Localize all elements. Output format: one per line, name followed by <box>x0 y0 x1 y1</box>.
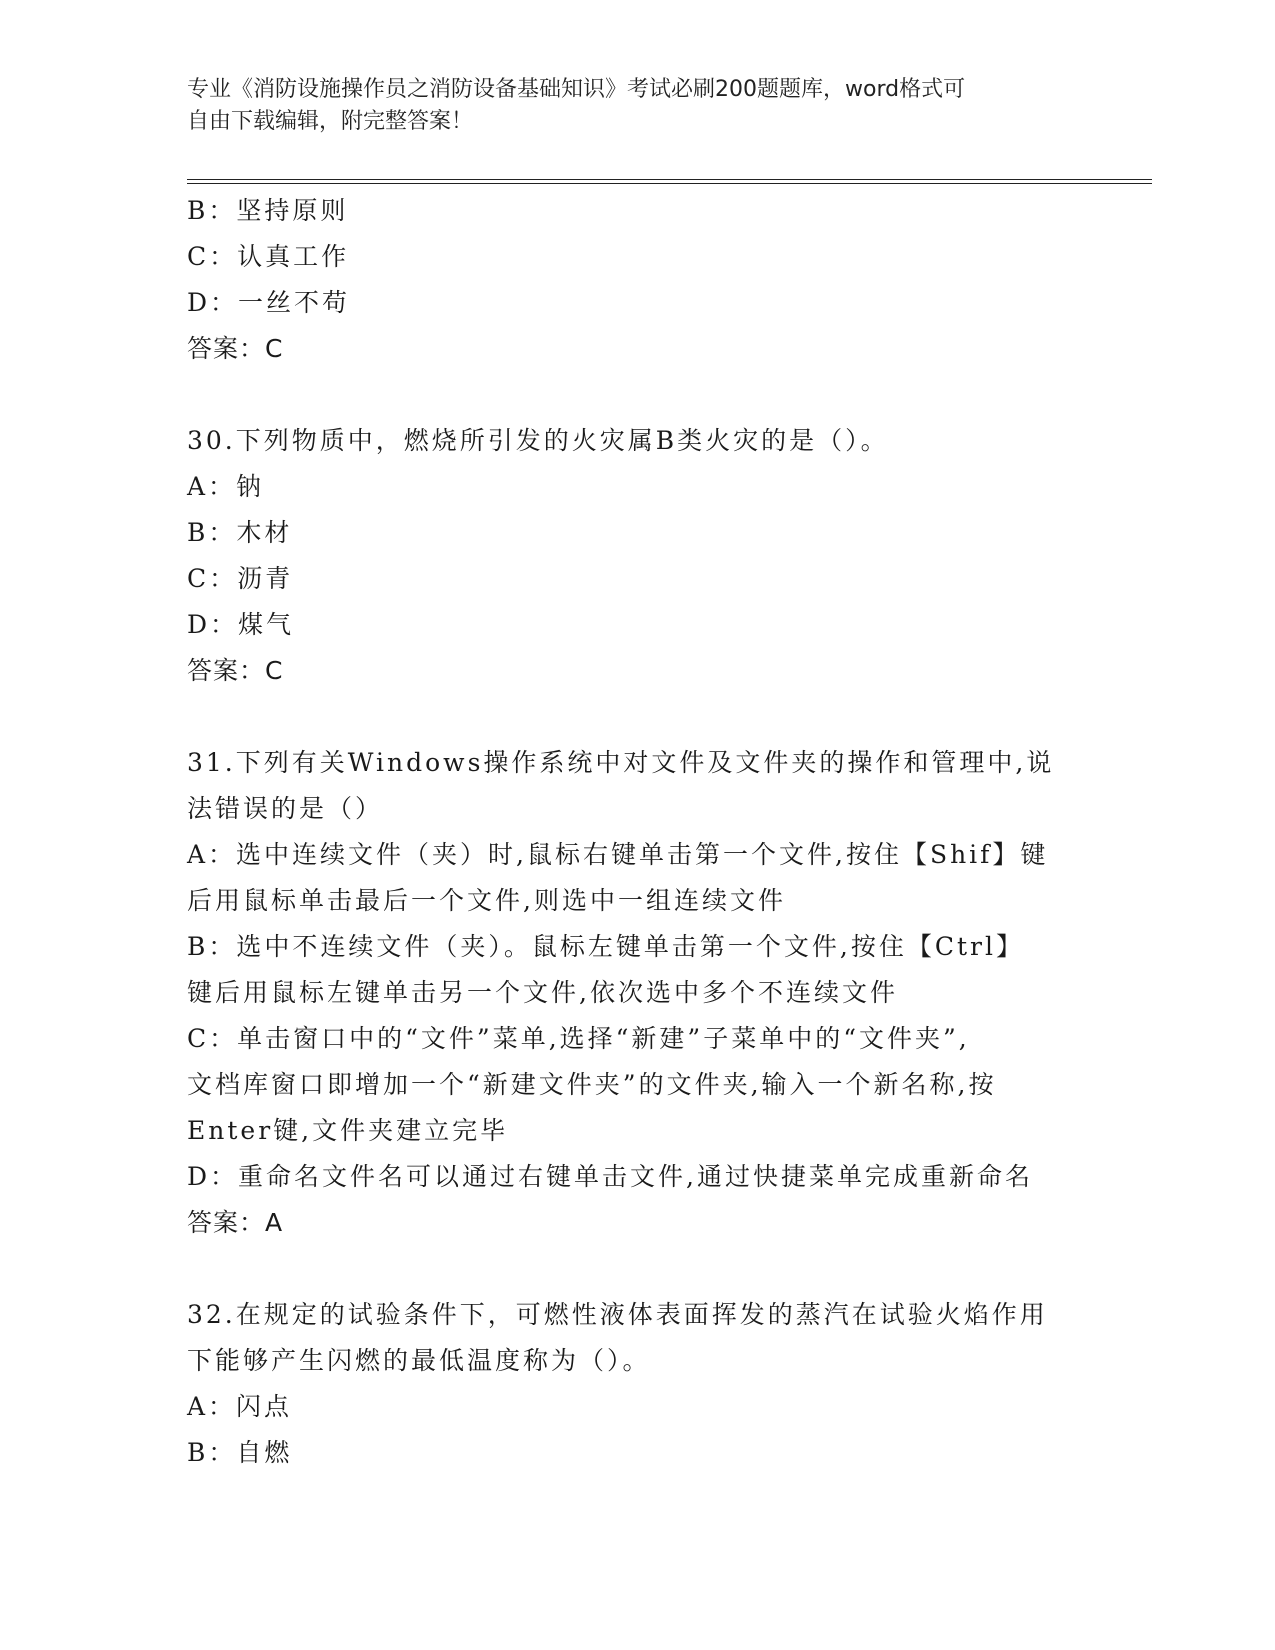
option-c-cont: Enter键,文件夹建立完毕 <box>187 1116 509 1145</box>
header-line-2: 自由下载编辑，附完整答案！ <box>187 109 474 134</box>
option-a: A：钠 <box>187 472 265 501</box>
spacer <box>187 372 1087 418</box>
option-d: D：重命名文件名可以通过右键单击文件,通过快捷菜单完成重新命名 <box>187 1162 1033 1191</box>
answer: 答案：A <box>187 1208 284 1237</box>
question-stem: 32.在规定的试验条件下，可燃性液体表面挥发的蒸汽在试验火焰作用 <box>187 1300 1048 1329</box>
question-stem: 31.下列有关Windows操作系统中对文件及文件夹的操作和管理中,说 <box>187 748 1055 777</box>
option-c: C：认真工作 <box>187 242 350 271</box>
option-b-cont: 键后用鼠标左键单击另一个文件,依次选中多个不连续文件 <box>187 978 898 1007</box>
question-31 <box>187 740 1087 1246</box>
question-stem: 30.下列物质中，燃烧所引发的火灾属B类火灾的是（）。 <box>187 426 889 455</box>
question-32 <box>187 1292 1087 1476</box>
question-stem-cont: 法错误的是（） <box>187 794 384 823</box>
question-stem-cont: 下能够产生闪燃的最低温度称为（）。 <box>187 1346 651 1375</box>
document-header <box>187 74 1067 138</box>
question-30 <box>187 418 1087 694</box>
header-rule-top <box>187 179 1152 180</box>
header-line-1: 专业《消防设施操作员之消防设备基础知识》考试必刷200题题库，word格式可 <box>187 77 966 102</box>
option-b: B：木材 <box>187 518 293 547</box>
answer: 答案：C <box>187 334 284 363</box>
option-c: C：沥青 <box>187 564 294 593</box>
option-a: A：闪点 <box>187 1392 293 1421</box>
option-c: C：单击窗口中的“文件”菜单,选择“新建”子菜单中的“文件夹”, <box>187 1024 970 1053</box>
option-d: D：一丝不苟 <box>187 288 351 317</box>
spacer <box>187 694 1087 740</box>
answer: 答案：C <box>187 656 284 685</box>
option-a-cont: 后用鼠标单击最后一个文件,则选中一组连续文件 <box>187 886 786 915</box>
header-rule-bottom <box>187 183 1152 184</box>
option-b: B：自燃 <box>187 1438 293 1467</box>
option-b: B：坚持原则 <box>187 196 349 225</box>
spacer <box>187 1246 1087 1292</box>
option-c-cont: 文档库窗口即增加一个“新建文件夹”的文件夹,输入一个新名称,按 <box>187 1070 997 1099</box>
option-a: A：选中连续文件（夹）时,鼠标右键单击第一个文件,按住【Shif】键 <box>187 840 1049 869</box>
question-29 <box>187 188 1087 372</box>
question-list <box>187 188 1087 1476</box>
option-b: B：选中不连续文件（夹）。鼠标左键单击第一个文件,按住【Ctrl】 <box>187 932 1024 961</box>
option-d: D：煤气 <box>187 610 295 639</box>
